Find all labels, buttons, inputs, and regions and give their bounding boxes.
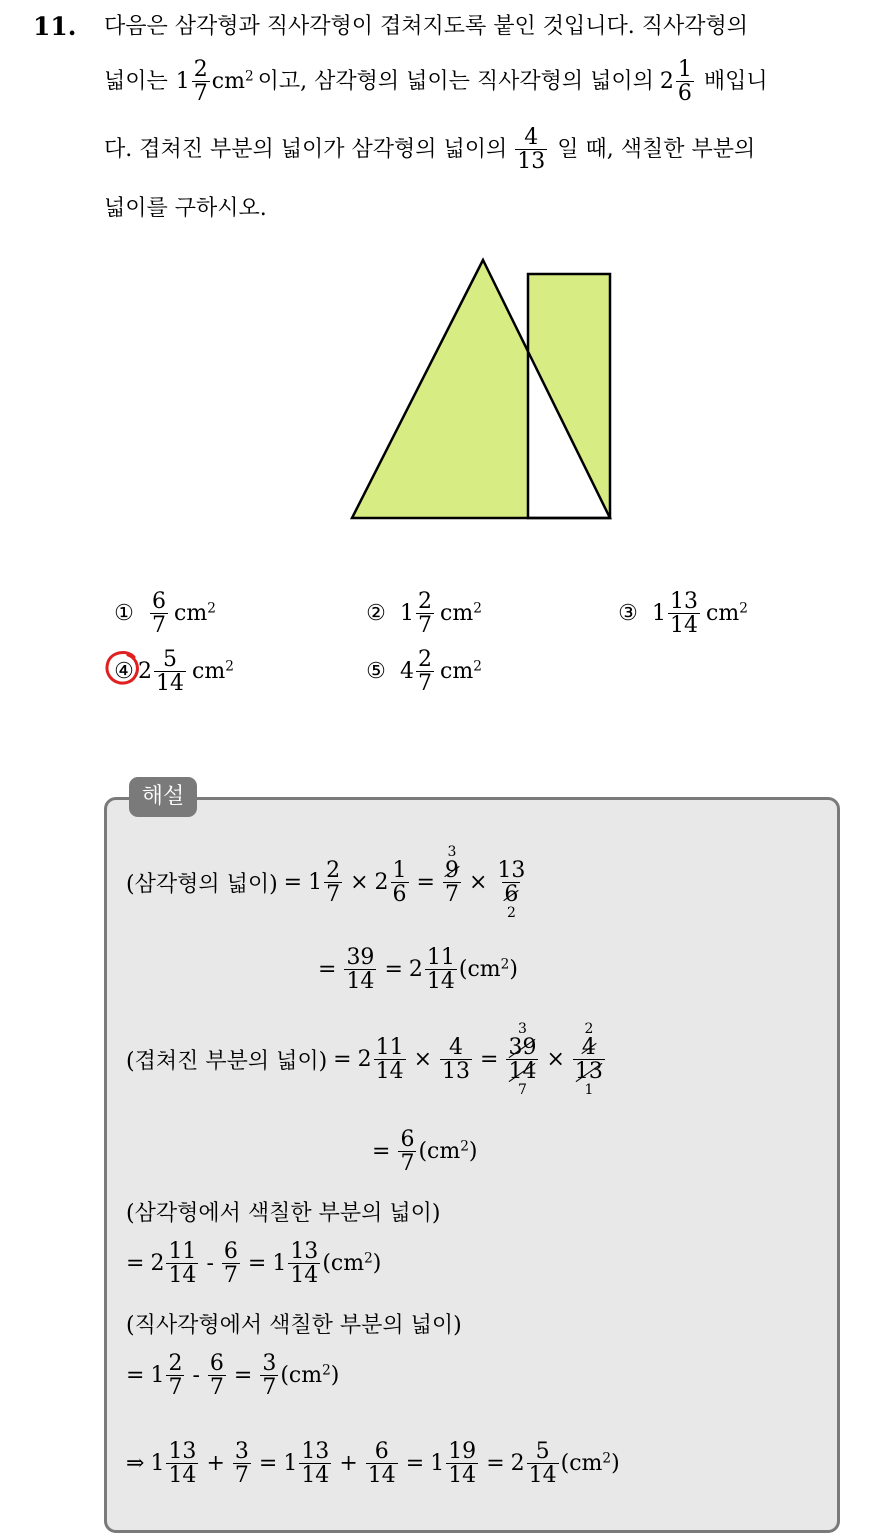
multiple-value: 2 $\frac{1}{6}$ xyxy=(659,57,692,107)
question-line-4: 넓이를 구하시오. xyxy=(104,196,267,221)
choice-mark: ③ xyxy=(618,601,638,627)
unit: $cm^2$ xyxy=(440,658,482,685)
whole-part: 4 xyxy=(400,659,414,685)
choice-1[interactable] xyxy=(112,590,216,637)
choice-mark: ⑤ xyxy=(366,659,386,685)
choice-2[interactable] xyxy=(364,590,482,637)
choice-mark: ② xyxy=(366,601,386,627)
rect-area-value xyxy=(176,58,212,105)
solution-step-4: = $\frac{6}{7}$ $(cm^2)$ xyxy=(372,1127,478,1177)
fraction: $\frac{6}{7}$ xyxy=(152,589,166,639)
solution-step-1: (삼각형의 넓이) = 1 $\frac{2}{7}$ × 2 $\frac{1}{6}$ = 3 $\frac{9}{7}$ × $\frac{13}{6}$ 2 xyxy=(126,844,526,922)
choice-5[interactable] xyxy=(364,648,482,695)
unit: $cm^2$ xyxy=(211,68,254,94)
fraction: $\frac{5}{14}$ xyxy=(156,647,184,697)
overlap-ratio: $\frac{4}{13}$ xyxy=(517,125,546,175)
question-text: 배입니 xyxy=(703,68,768,94)
solution-step-3: (겹쳐진 부분의 넓이) = 2 $\frac{11}{14}$ × $\frac{4}{13}$ = 3 $\frac{39}{14}$ 7 × 2 $\frac{4}{13}$ 1 xyxy=(126,1021,603,1099)
choice-mark: ④ xyxy=(112,659,136,684)
solution-step-6: = 1 $\frac{2}{7}$ - $\frac{6}{7}$ = $\frac{3}{7}$ $(cm^2)$ xyxy=(126,1351,340,1401)
question-text: 이고, 삼각형의 넓이는 직사각형의 넓이의 xyxy=(257,68,654,94)
fraction: $\frac{2}{7}$ xyxy=(193,57,208,107)
solution-step-2: = $\frac{39}{14}$ = 2 $\frac{11}{14}$ $(cm^2)$ xyxy=(318,945,518,995)
triangle-rectangle-figure xyxy=(340,250,630,530)
unit: $cm^2$ xyxy=(174,600,216,627)
solution-step-7: ⇒ 1 $\frac{13}{14}$ + $\frac{3}{7}$ = 1 $\frac{13}{14}$ + $\frac{6}{14}$ = 1 $\frac{19}{14}$ = 2 $\frac{5}{14}$ $(cm^2)$ xyxy=(126,1439,620,1489)
question-line-1: 다음은 삼각형과 직사각형이 겹쳐지도록 붙인 것입니다. 직사각형의 xyxy=(104,14,749,39)
fraction: $\frac{2}{7}$ xyxy=(418,589,432,639)
fraction: $\frac{13}{14}$ xyxy=(670,589,698,639)
unit: $cm^2$ xyxy=(706,600,748,627)
whole-part: 1 xyxy=(652,601,666,627)
solution-step-5: = 2 $\frac{11}{14}$ - $\frac{6}{7}$ = 1 $\frac{13}{14}$ $(cm^2)$ xyxy=(126,1239,382,1289)
whole-part: 2 xyxy=(138,659,152,685)
choice-4[interactable] xyxy=(112,648,234,695)
solution-tag: 해설 xyxy=(129,777,197,817)
question-line-2 xyxy=(104,58,768,105)
unit: $cm^2$ xyxy=(440,600,482,627)
solution-label-triangle-shaded: (삼각형에서 색칠한 부분의 넓이) xyxy=(126,1201,441,1226)
question-text: 다. 겹쳐진 부분의 넓이가 삼각형의 넓이의 xyxy=(104,136,508,162)
choice-mark: ① xyxy=(114,601,134,627)
question-line-3 xyxy=(104,126,755,173)
solution-label-rect-shaded: (직사각형에서 색칠한 부분의 넓이) xyxy=(126,1313,462,1338)
answer-circle-icon xyxy=(104,649,142,687)
question-text: 넓이는 xyxy=(104,68,168,94)
choice-3[interactable] xyxy=(616,590,748,637)
unit: $cm^2$ xyxy=(192,658,234,685)
fraction: $\frac{2}{7}$ xyxy=(418,647,432,697)
question-number: 11. xyxy=(33,12,77,41)
whole-part: 1 xyxy=(175,68,190,94)
whole-part: 1 xyxy=(400,601,414,627)
question-text: 일 때, 색칠한 부분의 xyxy=(557,136,756,162)
